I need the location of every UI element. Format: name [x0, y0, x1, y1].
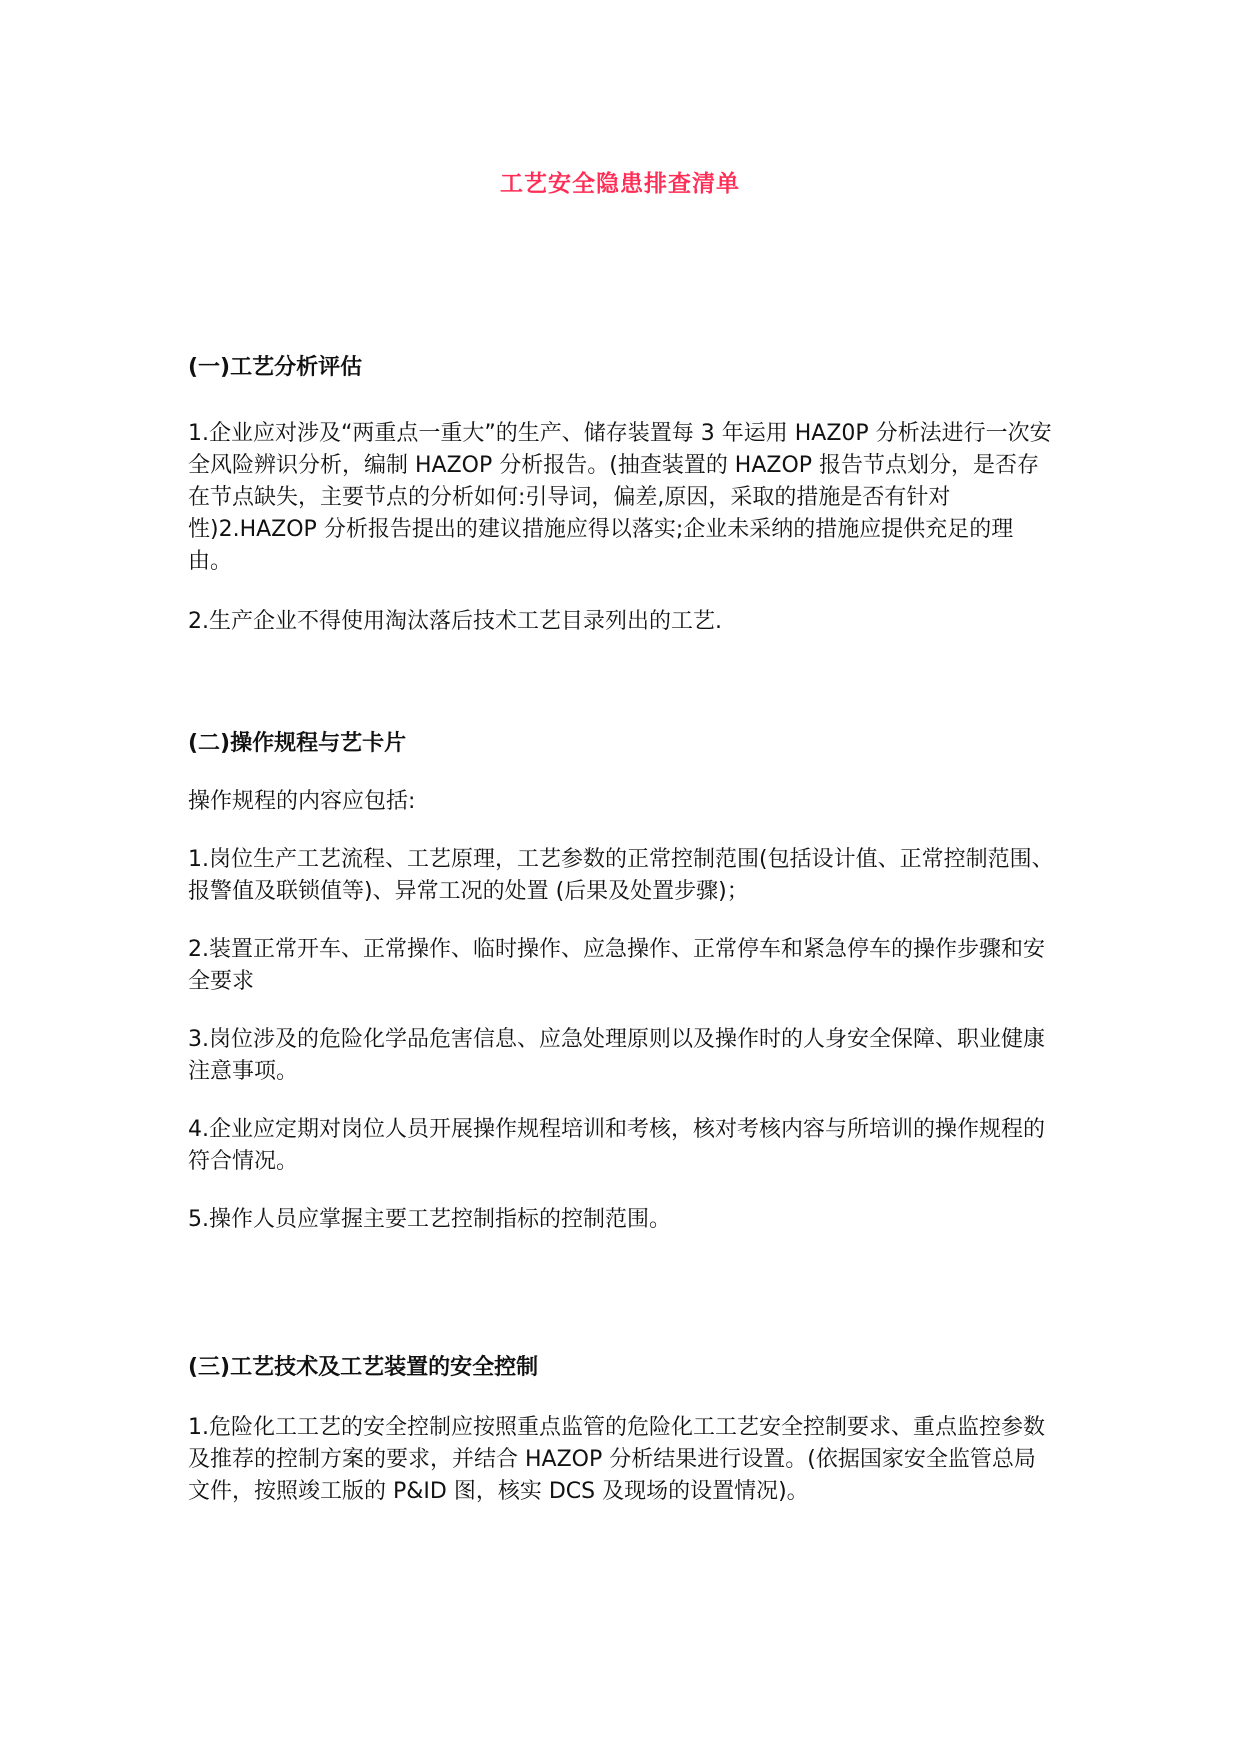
section-2 [188, 728, 1054, 1236]
paragraph: 操作规程的内容应包括: [188, 789, 416, 814]
section-heading: (一)工艺分析评估 [188, 355, 363, 380]
paragraph: 5.操作人员应掌握主要工艺控制指标的控制范围。 [188, 1207, 671, 1232]
paragraph: 2.生产企业不得使用淘汰落后技术工艺目录列出的工艺. [188, 609, 722, 634]
section-heading: (二)操作规程与艺卡片 [188, 731, 407, 756]
document-title: 工艺安全隐患排查清单 [500, 171, 740, 197]
paragraph: 3.岗位涉及的危险化学品危害信息、应急处理原则以及操作时的人身安全保障、职业健康注意事项。 [188, 1027, 1045, 1084]
section-3 [188, 1352, 1054, 1508]
paragraph: 1.危险化工工艺的安全控制应按照重点监管的危险化工工艺安全控制要求、重点监控参数及推荐的控制方案的要求，并结合 HAZOP 分析结果进行设置。(依据国家安全监管总局文件，按照竣工版的 P&ID 图，核实 DCS 及现场的设置情况)。 [188, 1415, 1045, 1504]
paragraph: 2.装置正常开车、正常操作、临时操作、应急操作、正常停车和紧急停车的操作步骤和安全要求 [188, 937, 1045, 994]
paragraph: 4.企业应定期对岗位人员开展操作规程培训和考核，核对考核内容与所培训的操作规程的符合情况。 [188, 1117, 1045, 1174]
section-heading: (三)工艺技术及工艺装置的安全控制 [188, 1355, 539, 1380]
section-1 [188, 352, 1054, 638]
paragraph: 1.岗位生产工艺流程、工艺原理，工艺参数的正常控制范围(包括设计值、正常控制范围、报警值及联锁值等)、异常工况的处置 (后果及处置步骤)； [188, 847, 1054, 904]
paragraph: 1.企业应对涉及“两重点一重大”的生产、储存装置每 3 年运用 HAZ0P 分析法进行一次安全风险辨识分析，编制 HAZOP 分析报告。(抽查装置的 HAZOP 报告节点划分，是否存在节点缺失，主要节点的分析如何:引导词，偏差,原因，采取的措施是否有针对性)2.HAZOP 分析报告提出的建议措施应得以落实;企业未采纳的措施应提供充足的理由。 [188, 421, 1052, 574]
